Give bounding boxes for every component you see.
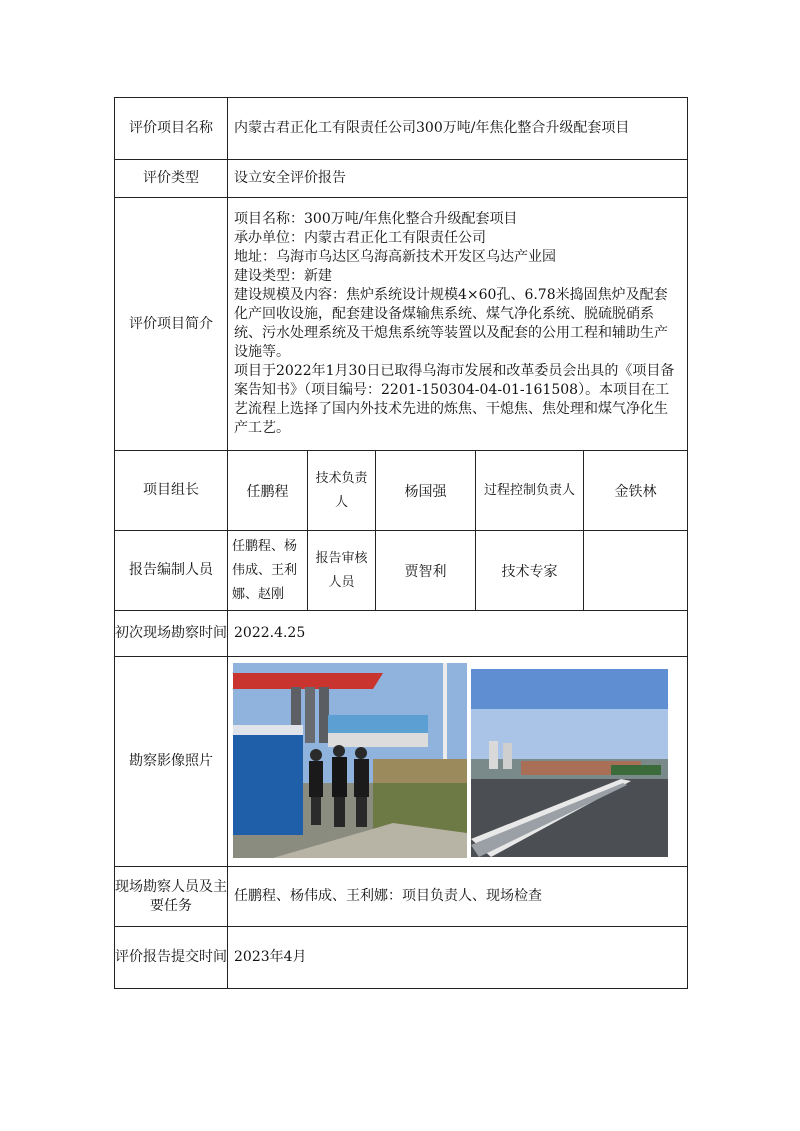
leader-label: 项目组长 — [115, 451, 228, 531]
first-survey-row — [115, 611, 688, 657]
surveyors-row — [115, 867, 688, 927]
first-survey-label: 初次现场勘察时间 — [115, 611, 228, 657]
editors-label: 报告编制人员 — [115, 531, 228, 611]
eval-type-row — [115, 160, 688, 198]
intro-line: 建设类型：新建 — [234, 268, 332, 284]
expert-label: 技术专家 — [476, 531, 584, 611]
surveyors-value: 任鹏程、杨伟成、王利娜：项目负责人、现场检查 — [228, 867, 688, 927]
intro-line: 项目名称：300万吨/年焦化整合升级配套项目 — [234, 211, 518, 227]
intro-content — [228, 198, 688, 451]
intro-line: 项目于2022年1月30日已取得乌海市发展和改革委员会出具的《项目备案告知书》（项目编号：2201-150304-04-01-161508）。本项目在工艺流程上选择了国内外技术先进的炼焦、干熄焦、焦处理和煤气净化生产工艺。 — [234, 363, 675, 436]
eval-type-label: 评价类型 — [115, 160, 228, 198]
project-name-label: 评价项目名称 — [115, 98, 228, 160]
submit-label: 评价报告提交时间 — [115, 927, 228, 989]
survey-photo-2 — [471, 669, 668, 857]
intro-line: 地址：乌海市乌达区乌海高新技术开发区乌达产业园 — [234, 249, 556, 265]
process-lead-label: 过程控制负责人 — [476, 451, 584, 531]
intro-label: 评价项目简介 — [115, 198, 228, 451]
photos-cell — [228, 657, 688, 867]
surveyors-label: 现场勘察人员及主要任务 — [115, 867, 228, 927]
survey-photo-1 — [233, 663, 467, 858]
eval-type-value: 设立安全评价报告 — [228, 160, 688, 198]
evaluation-info-table — [114, 97, 688, 989]
editors-value: 任鹏程、杨伟成、王利娜、赵刚 — [228, 531, 308, 611]
process-lead-value: 金铁林 — [584, 451, 688, 531]
tech-lead-label: 技术负责人 — [308, 451, 376, 531]
first-survey-value: 2022.4.25 — [228, 611, 688, 657]
team-row — [115, 451, 688, 531]
reviewer-label: 报告审核人员 — [308, 531, 376, 611]
intro-row — [115, 198, 688, 451]
expert-value — [584, 531, 688, 611]
intro-line: 承办单位：内蒙古君正化工有限责任公司 — [234, 230, 486, 246]
submit-value: 2023年4月 — [228, 927, 688, 989]
submit-row — [115, 927, 688, 989]
photos-label: 勘察影像照片 — [115, 657, 228, 867]
leader-value: 任鹏程 — [228, 451, 308, 531]
photos-row — [115, 657, 688, 867]
project-name-value: 内蒙古君正化工有限责任公司300万吨/年焦化整合升级配套项目 — [228, 98, 688, 160]
intro-line: 建设规模及内容：焦炉系统设计规模4×60孔、6.78米捣固焦炉及配套化产回收设施，配套建设备煤输焦系统、煤气净化系统、脱硫脱硝系统、污水处理系统及干熄焦系统等装置以及配套的公用工程和辅助生产设施等。 — [234, 287, 668, 360]
editors-row — [115, 531, 688, 611]
tech-lead-value: 杨国强 — [376, 451, 476, 531]
reviewer-value: 贾智利 — [376, 531, 476, 611]
project-name-row — [115, 98, 688, 160]
